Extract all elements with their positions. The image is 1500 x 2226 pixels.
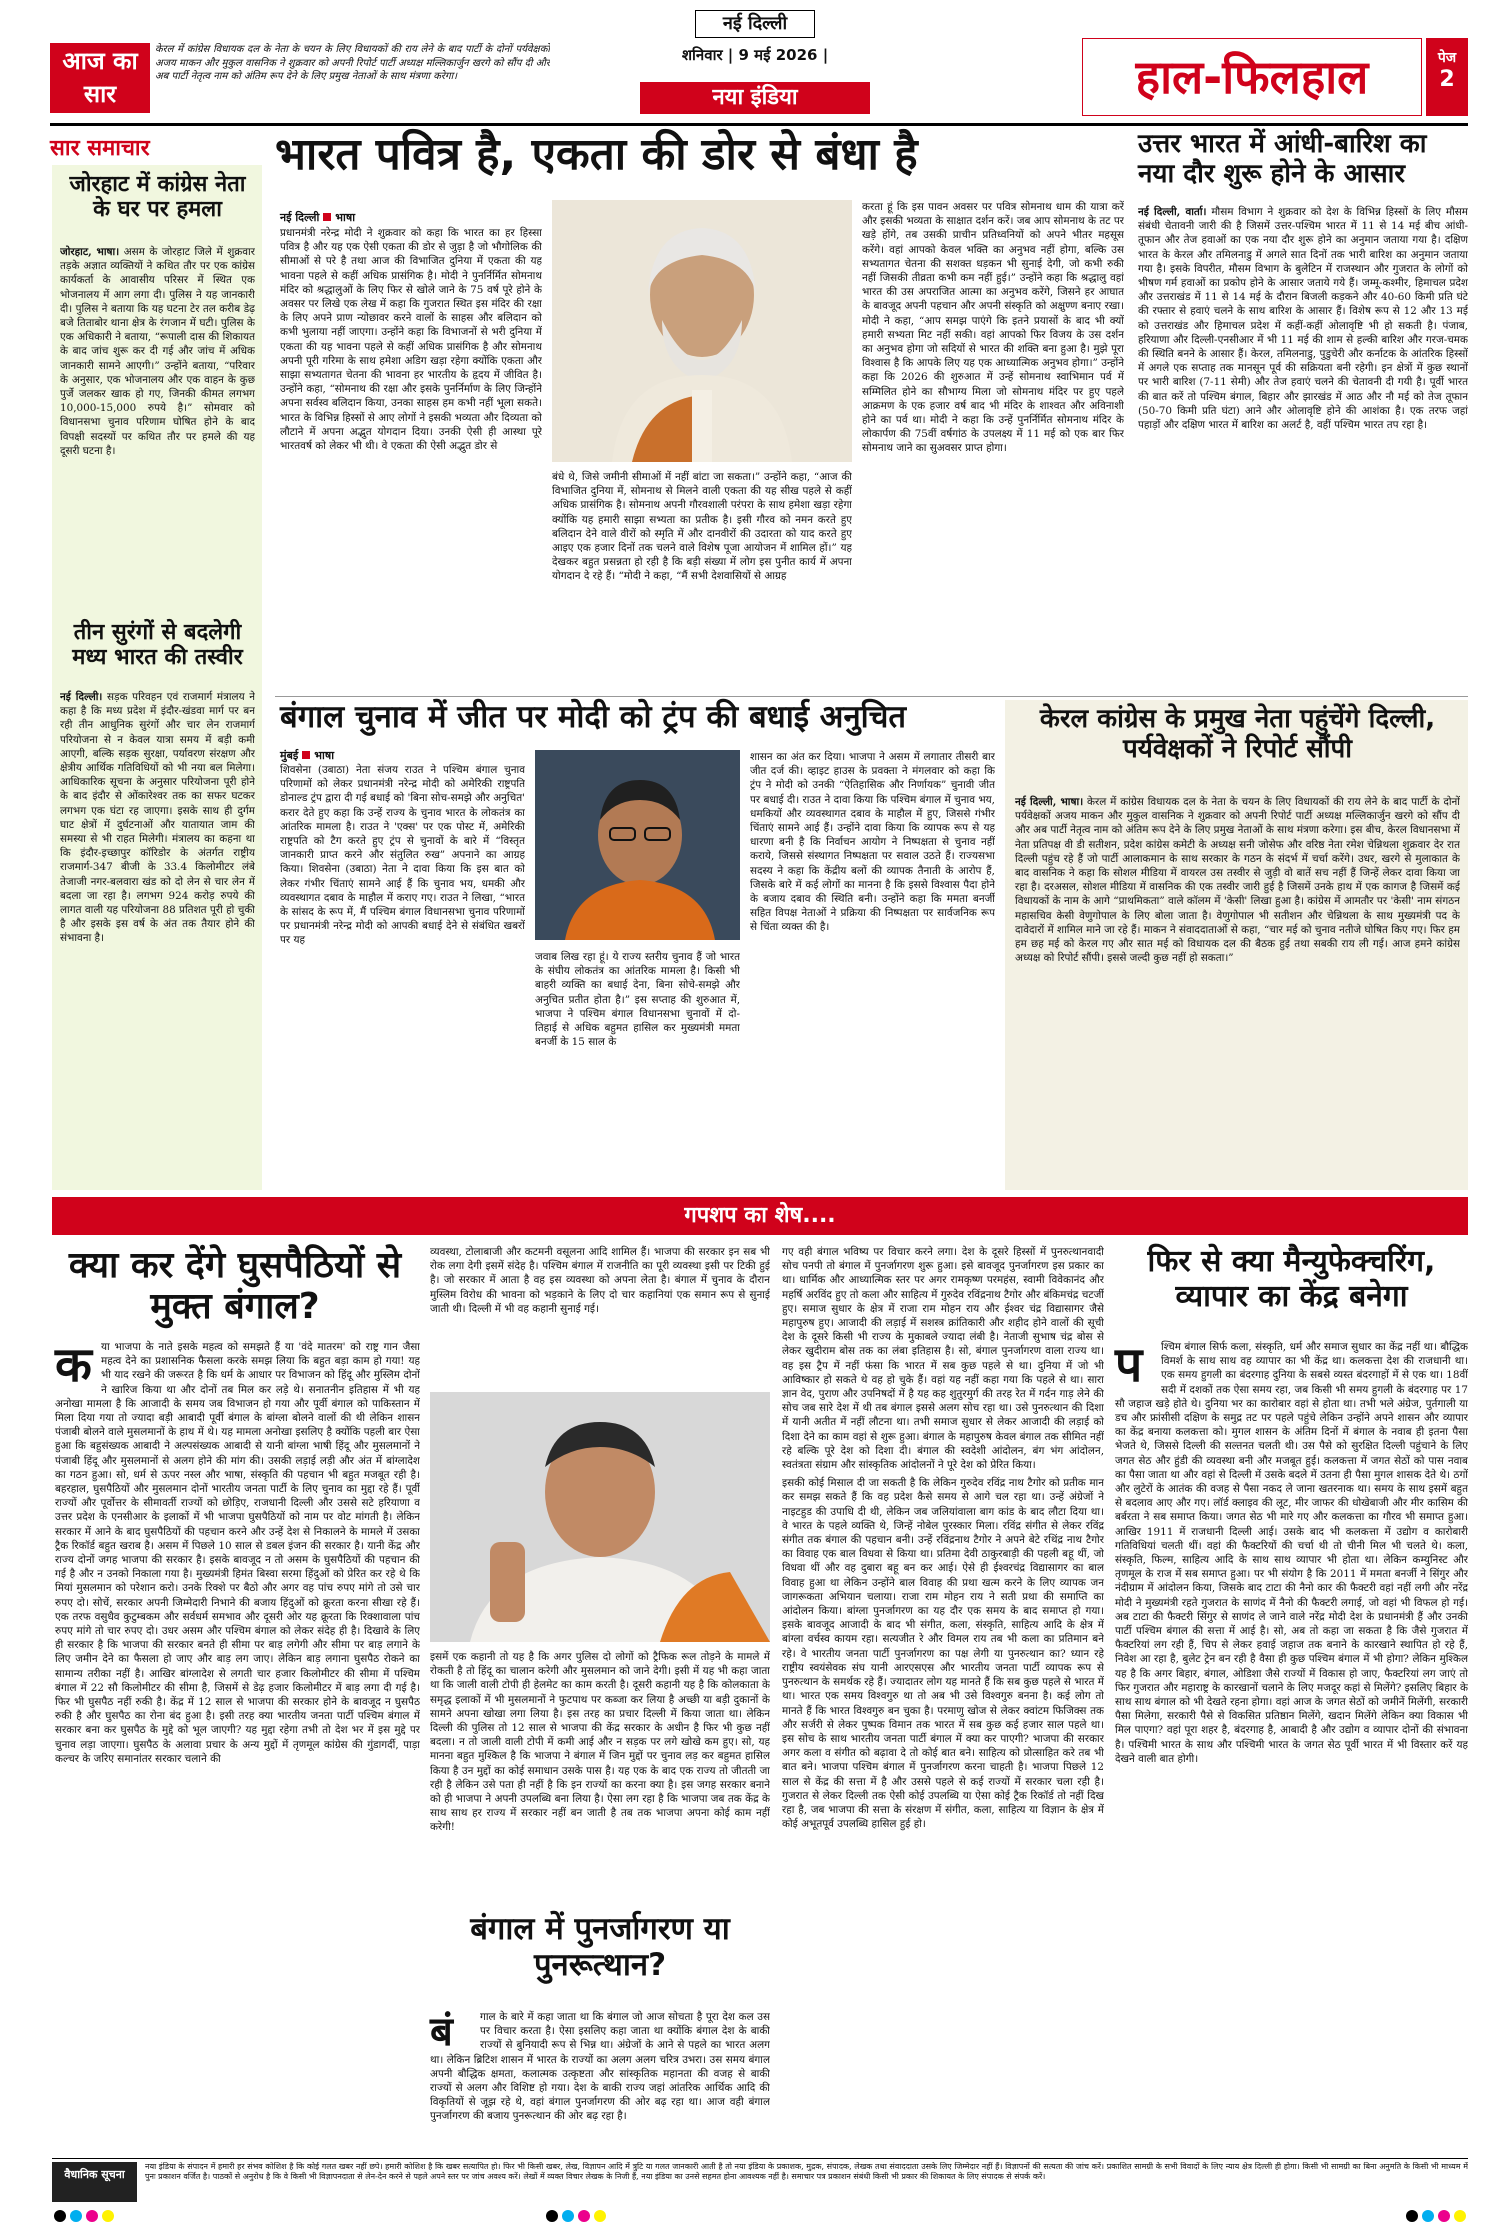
lead-col-2: बंधे थे, जिसे जमीनी सीमाओं में नहीं बांटा जा सकता।” उन्होंने कहा, “आज की विभाजित दुनिया में, सोमनाथ से मिलने वाली एकता की यह सीख पहले से कहीं अधिक प्रासंगिक है। सोमनाथ अपनी गौरवशाली परंपरा के साथ हमेशा खड़ा रहेगा क्योंकि यह हमारी साझा सभ्यता का प्रतीक है। इसी गौरव को नमन करते हुए बलिदान देने वाले वीरों को स्मृति में और दानवीरों की उदारता को याद करते हुए आइए एक हजार दिनों तक चलने वाले विशेष पूजा आयोजन में शामिल हों।” यह देखकर बहुत प्रसन्नता हो रही है कि बड़ी संख्या में लोग इस पुनीत कार्य में अपना योगदान दे रहे हैं। “मोदी ने कहा, “मैं सभी देशवासियों से आग्रह — [552, 471, 852, 583]
aaj-ka-saar-label: आज का सार — [62, 47, 138, 108]
footer-label: वैधानिक सूचना — [52, 2162, 137, 2202]
gapshap-photo — [430, 1392, 770, 1642]
portrait-icon — [552, 200, 852, 462]
portrait-icon — [535, 750, 740, 940]
bengal-col-2: जवाब लिख रहा हूं। ये राज्य स्तरीय चुनाव हैं जो भारत के संघीय लोकतंत्र का आंतरिक मामला है। किसी भी बाहरी व्यक्ति का बधाई देना, बिना सोचे-समझे और अनुचित प्रतीत होता है।” इस सप्ताह की शुरुआत में, भाजपा ने पश्चिम बंगाल विधानसभा चुनावों में दो-तिहाई से अधिक बहुमत हासिल कर मुख्यमंत्री ममता बनर्जी के 15 साल के — [535, 951, 740, 1049]
manufacturing-dropcap: प — [1115, 1337, 1143, 1393]
registration-dots-icon — [52, 2209, 1468, 2223]
weather-body: नई दिल्ली, वार्ता। मौसम विभाग ने शुक्रवार को देश के विभिन्न हिस्सों के लिए मौसम संबंधी चेतावनी जारी की है जिसमें उत्तर-पश्चिम भारत में 11 से 14 मई बीच आंधी-तूफान और तेज हवाओं का एक नया दौर शुरू होने का अनुमान जताया गया है। दक्षिण भारत के केरल और तमिलनाडु में अगले सात दिनों तक भारी बारिश का अनुमान जताया गया है। इसके विपरीत, मौसम विभाग के बुलेटिन में राजस्थान और गुजरात के लोगों को भीषण गर्म हवाओं का प्रकोप होने के आसार जताये गये हैं। जम्मू-कश्मीर, हिमाचल प्रदेश और उत्तराखंड में 11 से 14 मई के दौरान बिजली कड़कने और 40-60 किमी प्रति घंटे की रफ्तार से हवाएं चलने के साथ बारिश के आसार हैं। विशेष रूप से 12 और 13 मई को उत्तराखंड और हिमाचल प्रदेश में कहीं-कहीं ओलावृष्टि भी हो सकती है। पंजाब, हरियाणा और दिल्ली-एनसीआर में भी 11 मई की शाम से हल्की बारिश और गरज-चमक की स्थिति बनने के आसार हैं। केरल, तमिलनाडु, पुडुचेरी और कर्नाटक के आंतरिक हिस्सों में अगले एक सप्ताह तक मानसून पूर्व की सक्रियता बनी रहेगी। इन क्षेत्रों में कुछ स्थानों पर भारी बारिश (7-11 सेमी) और तेज हवाएं चलने की चेतावनी दी गयी है। पूर्वी भारत की बात करें तो पश्चिम बंगाल, बिहार और झारखंड में आठ और नौ मई को तेज तूफान (50-70 किमी प्रति घंटा) आने और ओलावृष्टि होने की आशंका है। एक तरफ जहां पहाड़ों और दक्षिण भारत में बारिश का अलर्ट है, वहीं पश्चिम भारत तप रहा है। — [1138, 206, 1468, 432]
divider-1 — [275, 696, 1468, 697]
page-label: पेज — [1437, 50, 1457, 66]
kerala-headline: केरल कांग्रेस के प्रमुख नेता पहुंचेंगे दिल्ली, पर्यवेक्षकों ने रिपोर्ट सौंपी — [1039, 704, 1436, 764]
lead-col-3: करता हूं कि इस पावन अवसर पर पवित्र सोमनाथ धाम की यात्रा करें और इसकी भव्यता के साक्षात दर्शन करें। जब आप सोमनाथ के तट पर खड़े होंगे, तब उसकी प्राचीन प्रतिध्वनियों को अपने भीतर महसूस करेंगे। वहां आपको केवल भक्ति का अनुभव नहीं होगा, बल्कि उस सभ्यतागत चेतना की सशक्त धड़कन भी सुनाई देगी, जो कभी रुकी नहीं जिसकी तीव्रता कभी कम नहीं हुई।” उन्होंने कहा कि श्रद्धालु वहां भारत की उस अपराजित आत्मा का अनुभव करेंगे, जिसने हर आघात के बावजूद अपनी पहचान और अपनी संस्कृति को अक्षुण्ण बनाए रखा। मोदी ने कहा, “आप समझ पाएंगे कि इतने प्रयासों के बाद भी क्यों हमारी सभ्यता मिट नहीं सकी। वहां आपको फिर विजय के उस दर्शन का अनुभव होगा जो सदियों से भारत की शक्ति बना हुआ है। मुझे पूरा विश्वास है कि आपके लिए यह एक आध्यात्मिक अनुभव होगा।” उन्होंने कहा कि 2026 की शुरुआत में उन्हें सोमनाथ स्वाभिमान पर्व में सम्मिलित होने का सौभाग्य मिला जो सोमनाथ मंदिर पर हुए पहले आक्रमण के एक हजार वर्ष बाद भी मंदिर के शाश्वत और अविनाशी होने का पर्व था। मोदी ने कहा कि उन्हें पुनर्निर्मित सोमनाथ मंदिर के लोकार्पण की 75वीं वर्षगांठ के उपलक्ष्य में 11 मई को एक बार फिर सोमनाथ जाने का सुअवसर प्राप्त होगा। — [862, 201, 1124, 455]
sidebar-headline-2: तीन सुरंगों से बदलेगी मध्य भारत की तस्वीर — [72, 620, 243, 671]
page-number: 2 — [1439, 67, 1455, 92]
manufacturing-body: श्चिम बंगाल सिर्फ कला, संस्कृति, धर्म और समाज सुधार का केंद्र नहीं था। बौद्धिक विमर्श के साथ साथ वह व्यापार का भी केंद्र था। कलकत्ता देश की राजधानी था। एक समय हुगली का बंदरगाह दुनिया के सबसे व्यस्त बंदरगाहों में से एक था। 18वीं सदी में दशकों तक ऐसा समय रहा, जब किसी भी समय हुगली के बंदरगाह पर 17 सौ जहाज खड़े होते थे। दुनिया भर का कारोबार वहां से होता था। तभी भले अंग्रेज, पुर्तगाली या डच और फ्रांसीसी दक्षिण के समुद्र तट पर पहले पहुंचे लेकिन उन्होंने अपने शासन और व्यापार का केंद्र बनाया कलकत्ता को। मुगल शासन के अंतिम दिनों में बंगाल के नवाब ही इतना पैसा भेजते थे, जिससे दिल्ली की सल्तनत चलती थी। उस पैसे को सुरक्षित दिल्ली पहुंचाने के लिए जगत सेठ और हुंडी की व्यवस्था बनी और मजबूत हुई। कलकत्ता में जगत सेठों को पास नवाब का पैसा जाता था और वहां से दिल्ली में उसके बदले में उतना ही पैसा मुगल शासक देते थे। ठगों और लुटेरों के आतंक की वजह से पैसा नकद ले जाना खतरनाक था। समय के साथ इसमें बहुत से बदलाव आए और गए। लॉर्ड क्लाइव की लूट, मीर जाफर की धोखेबाजी और मीर कासिम की बर्बरता ने सब समाप्त किया। जगत सेठ भी मारे गए और कलकत्ता का गौरव भी समाप्त हुआ। आखिर 1911 में राजधानी दिल्ली आई। उसके बाद भी कलकत्ता में उद्योग व कारोबारी गतिविधियां चलती थीं। वहां की फैक्टरियों की चर्चा थी तो चीनी मिल भी चलते थे। कला, संस्कृति, फिल्म, साहित्य आदि के साथ साथ व्यापार भी होता था। लेकिन कम्युनिस्ट और तृणमूल के राज में सब समाप्त हुआ। पर भी संयोग है कि 2011 में ममता बनर्जी ने सिंगुर और नंदीग्राम में आंदोलन किया, जिसके बाद टाटा की नैनो कार की फैक्टरी वहां नहीं लगी और नरेंद्र मोदी ने मुख्यमंत्री रहते गुजरात के साणंद में नैनो की फैक्टरी लगाई, जो वहां भी विफल हो गई। अब टाटा की फैक्टरी सिंगुर से साणंद ले जाने वाले नरेंद्र मोदी देश के प्रधानमंत्री हैं और उनकी पार्टी पश्चिम बंगाल की सत्ता में आई है। सो, अब तो कहा जा सकता है कि जैसे गुजरात में फैक्टरियां लग रही हैं, चिप से लेकर हवाई जहाज तक बनाने के कारखाने स्थापित हो रहे हैं, निवेश आ रहा है, बुलेट ट्रेन बन रही है वैसा ही कुछ पश्चिम बंगाल में भी होगा? लेकिन मुश्किल यह है कि अगर बिहार, बंगाल, ओडिशा जैसे राज्यों में विकास हो जाए, फैक्टरियां लग जाएं तो फिर गुजरात और महाराष्ट्र के कारखानों चलाने के लिए मजदूर कहां से मिलेंगे? इसलिए बिहार के साथ साथ बंगाल को भी देखते रहना होगा। वहां आज के जगत सेठों को जमीनें मिलेंगी, सरकारी पैसा मिलेगा, सरकारी पैसे से विकसित प्रतिष्ठान मिलेंगे, खदान मिलेंगे लेकिन क्या विकास भी मिल पाएगा? वहां पूरा शहर है, बंदरगाह है, आबादी है और उद्योग व व्यापार दोनों की संभावना है। पश्चिमी भारत के साथ और पश्चिमी भारत के जगत सेठ पूर्वी भारत में भी विस्तार करें यह देखने वाली बात होगी। — [1115, 1341, 1468, 1765]
kerala-body: नई दिल्ली, भाषा। केरल में कांग्रेस विधायक दल के नेता के चयन के लिए विधायकों की राय लेने के बाद पार्टी के दोनों पर्यवेक्षकों अजय माकन और मुकुल वासनिक ने शुक्रवार को अपनी रिपोर्ट पार्टी अध्यक्ष मल्लिकार्जुन खरगे को सौंप दी और अब पार्टी नेतृत्व नाम को अंतिम रूप देने के लिए प्रमुख नेताओं के साथ मंत्रणा करेगा। इस बीच, केरल विधानसभा में नेता प्रतिपक्ष वी डी सतीशन, प्रदेश कांग्रेस कमेटी के अध्यक्ष सनी जोसेफ और वरिष्ठ नेता रमेश चेन्निथला शुक्रवार देर रात दिल्ली पहुंच रहे हैं जो पार्टी आलाकमान के साथ सरकार के गठन के संदर्भ में चर्चा करेंगे। उधर, खरगे से मुलाकात के बाद वासनिक ने कहा कि सोशल मीडिया में वायरल उस तस्वीर से जुड़ी वो बातें सच नहीं हैं जिन्हें लेकर दावा किया जा रहा है। दरअसल, सोशल मीडिया में वासनिक की एक तस्वीर जारी हुई है जिसमें उनके हाथ में एक कागज है जिसमें कई विधायकों के नाम के आगे “प्राथमिकता” वाले कॉलम में 'केसी' लिखा हुआ है। कांग्रेस में आमतौर पर 'केसी' नाम संगठन महासचिव केसी वेणुगोपाल के लिए बोला जाता है। वेणुगोपाल भी सतीशन और चेन्निथला के साथ मुख्यमंत्री पद के दावेदारों में शामिल माने जा रहे हैं। माकन ने संवाददाताओं से कहा, “चार मई को चुनाव नतीजे घोषित किए गए। फिर हम हम छह मई को केरल गए और सात मई को विधायक दल की बैठक हुई तथा सबकी राय ली गई। आज हमने कांग्रेस अध्यक्ष को रिपोर्ट सौंपी। इससे जल्दी कुछ नहीं हो सकता।” — [1015, 796, 1460, 965]
city-label: नई दिल्ली — [695, 10, 815, 38]
gapshap-banner: गपशप का शेष.... — [52, 1197, 1468, 1235]
sidebar-story-1: जोरहाट, भाषा। असम के जोरहाट जिले में शुक्रवार तड़के अज्ञात व्यक्तियों ने कथित तौर पर एक कांग्रेस कार्यकर्ता के आवासीय परिसर में स्थित एक भोजनालय में आग लगा दी। पुलिस ने यह जानकारी दी। पुलिस ने बताया कि यह घटना टेर तल करीब डेढ़ बजे तिताबोर थाना क्षेत्र के रंगजान में घटी। पुलिस के एक अधिकारी ने बताया, “रूपाली दास की शिकायत के बाद जांच शुरू कर दी गई और जांच में अधिक जानकारी सामने आएगी।” उन्होंने बताया, “परिवार के अनुसार, एक भोजनालय और एक वाहन के कुछ पुर्जे जलकर खाक हो गए, जिनकी कीमत लगभग 10,000-15,000 रुपये है।” सोमवार को विधानसभा चुनाव परिणाम घोषित होने के बाद विपक्षी सदस्यों पर कथित तौर पर हमले की यह दूसरी घटना है। — [60, 246, 255, 457]
footer-text: नया इंडिया के संपादन में हमारी हर संभव कोशिश है कि कोई गलत खबर नहीं छपे। हमारी कोशिश है कि खबर सत्यापित हो। फिर भी किसी खबर, लेख, विज्ञापन आदि में त्रुटि या गलत जानकारी आती है तो नया इंडिया के प्रकाशक, मुद्रक, संपादक, लेखक तथा संवाददाता उसके लिए जिम्मेदार नहीं हैं। विज्ञापनों की सत्यता की जांच करें। प्रकाशित सामग्री के सभी विवादों के लिए न्याय क्षेत्र दिल्ली ही होगा। किसी भी सामग्री का बिना अनुमति के किसी भी माध्यम में पुनः प्रकाशन वर्जित है। पाठकों से अनुरोध है कि वे किसी भी विज्ञापनदाता से लेन-देन करने से पहले अपने स्तर पर जांच अवश्य करें। लेखों में व्यक्त विचार लेखक के निजी हैं, नया इंडिया का उनसे सहमत होना आवश्यक नहीं है। समाचार पत्र प्रकाशन संबंधी किसी भी प्रकार की शिकायत के लिए संपादक से संपर्क करें। — [145, 2162, 1468, 2181]
paper-name: नया इंडिया — [640, 82, 870, 114]
manufacturing-headline: फिर से क्या मैन्युफेक्चरिंग, व्यापार का केंद्र बनेगा — [1147, 1244, 1436, 1314]
sidebar-headline-1: जोरहाट में कांग्रेस नेता के घर पर हमला — [69, 172, 246, 223]
bengal-col-1: शिवसेना (उबाठा) नेता संजय राउत ने पश्चिम बंगाल चुनाव परिणामों को लेकर प्रधानमंत्री नरेन्द्र मोदी को अमेरिकी राष्ट्रपति डोनाल्ड ट्रंप द्वारा दी गई बधाई को 'बिना सोच-समझे और अनुचित' करार देते हुए कहा कि उन्हें राज्य के चुनाव भारत के लोकतंत्र का आंतरिक मामला है। राउत ने 'एक्स' पर एक पोस्ट में, अमेरिकी राष्ट्रपति को टैग करते हुए ट्रंप से चुनावों के बारे में “विस्तृत जानकारी प्राप्त करने और संतुलित रुख” अपनाने का आग्रह किया। शिवसेना (उबाठा) नेता ने दावा किया कि इस बात को लेकर गंभीर चिंताएं सामने आई हैं कि चुनाव भय, धमकी और व्यवस्थागत दबाव के माहौल में कराए गए। राउत ने लिखा, “भारत के सांसद के रूप में, मैं पश्चिम बंगाल विधानसभा चुनाव परिणामों पर प्रधानमंत्री नरेन्द्र मोदी को आपकी बधाई देने से संबंधित खबरों पर यह — [280, 764, 525, 947]
weather-headline: उत्तर भारत में आंधी-बारिश का नया दौर शुरू होने के आसार — [1138, 129, 1427, 189]
renaissance-col-3: गए वही बंगाल भविष्य पर विचार करने लगा। देश के दूसरे हिस्सों में पुनरुत्थानवादी सोच पनपी तो बंगाल में पुनर्जागरण शुरू हुआ। इसे बावजूद पुनर्जागरण इस प्रकार का था। धार्मिक और आध्यात्मिक स्तर पर अगर रामकृष्ण परमहंस, स्वामी विवेकानंद और महर्षि अरविंद हुए तो कला और साहित्य में गुरुदेव रविंद्रनाथ टैगोर और बंकिमचंद्र चटर्जी हुए। समाज सुधार के क्षेत्र में राजा राम मोहन राय और ईश्वर चंद्र विद्यासागर जैसे महापुरुष हुए। आजादी की लड़ाई में सशस्त्र क्रांतिकारी और शहीद होने वालों की सूची देश के दूसरे किसी भी राज्य के मुकाबले ज्यादा लंबी है। नेताजी सुभाष चंद्र बोस से लेकर खुदीराम बोस तक का लंबा इतिहास है। सो, बंगाल पुनर्जागरण वाला राज्य था। वह इस ट्रैप में नहीं फंसा कि भारत में सब कुछ पहले से था। दुनिया में जो भी आविष्कार हो सकते थे वह हो चुके हैं। वहां यह नहीं कहा गया कि पहले से था। सारा ज्ञान वेद, पुराण और उपनिषदों में है यह कह शुतुरमुर्ग की तरह रेत में गर्दन गाड़ लेने की सोच जब सारे देश में थी तब बंगाल इससे अलग सोच रहा था। उसे पुनरुत्थान की दिशा में यानी अतीत में नहीं लौटना था। तभी समाज सुधार से लेकर आजादी की लड़ाई को दिशा देने का काम वहां से शुरू हुआ। बंगाल के महापुरुष केवल बंगाल तक सीमित नहीं रहे बल्कि पूरे देश को दिशा दी। बंगाल की स्वदेशी आंदोलन, बंग भंग आंदोलन, स्वतंत्रता संग्राम और सांस्कृतिक आंदोलनों ने पूरे देश को प्रेरित किया। इसकी कोई मिसाल दी जा सकती है कि लेकिन गुरुदेव रविंद्र नाथ टैगोर को प्रतीक मान कर समझ सकते हैं कि वह प्रदेश कैसे समय से आगे चल रहा था। उन्हें अंग्रेजों ने नाइटहुड की उपाधि दी थी, लेकिन जब जलियांवाला बाग कांड के बाद लौटा दिया था। वे भारत के पहले व्यक्ति थे, जिन्हें नोबेल पुरस्कार मिला। रविंद्र संगीत से लेकर रविंद्र संगीत तक बंगाल की पहचान बनी। उन्हें रविंद्रनाथ टैगोर ने अपने बेटे रथिंद्र नाथ टैगोर का विवाह एक बाल विधवा से किया था। प्रतिमा देवी ठाकुरबाड़ी की पहली बहू थीं, जो विधवा थीं और वह दुबारा बहू बन कर आई। ऐसे ही ईश्वरचंद्र विद्यासागर का बाल विवाह हुआ था लेकिन उन्होंने बाल विवाह की प्रथा खत्म करने के लिए व्यापक जन जागरूकता अभियान चलाया। राजा राम मोहन राय ने सती प्रथा की समाप्ति का आंदोलन किया। बांग्ला पुनर्जागरण का यह दौर एक समय के बाद समाप्त हो गया। इसके बावजूद आजादी के बाद भी संगीत, कला, संस्कृति, साहित्य आदि के क्षेत्र में बांग्ला वर्चस्व कायम रहा। सत्यजीत रे और विमल राय तब भी कला का प्रतिमान बने रहे। वे भारतीय जनता पार्टी पुनर्जागरण का पक्ष लेगी या पुनरुत्थान का? ध्यान रहे राष्ट्रीय स्वयंसेवक संघ यानी आरएसएस और भारतीय जनता पार्टी व्यापक रूप से पुनरुत्थान के समर्थक रहे हैं। ज्यादातर लोग यह मानते हैं कि सब कुछ पहले से भारत में था। भारत एक समय विश्वगुरु था तो अब भी उसे विश्वगुरु बनना है। कई लोग तो मानते हैं कि भारत विश्वगुरु बन चुका है। परमाणु खोज से लेकर क्वांटम फिजिक्स तक और सर्जरी से लेकर पुष्पक विमान तक भारत में सब कुछ कई हजार साल पहले था। इस सोच के साथ भारतीय जनता पार्टी बंगाल में क्या कर पाएगी? भाजपा की सरकार अगर कला व संगीत को बढ़ावा दे तो कोई बात बने। साहित्य को प्रोत्साहित करे तब भी बात बने। भाजपा पश्चिम बंगाल में पुनर्जागरण करना चाहती है। भाजपा पिछले 12 साल से केंद्र की सत्ता में है और उससे पहले से कई राज्यों में सरकार चला रही है। गुजरात से लेकर दिल्ली तक ऐसी कोई उपलब्धि या ऐसा कोई ट्रैक रिकॉर्ड तो नहीं दिख रहा है, जब भाजपा की सत्ता के संरक्षण में संगीत, कला, साहित्य या विज्ञान के क्षेत्र में कोई अभूतपूर्व उपलब्धि हासिल हुई हो। — [782, 1246, 1104, 1831]
infiltrator-col-2-bottom: इसमें एक कहानी तो यह है कि अगर पुलिस दो लोगों को ट्रैफिक रूल तोड़ने के मामले में रोकती है तो हिंदू का चालान करेगी और मुसलमान को जाने देगी। इसी में यह भी कहा जाता था कि जाली वाली टोपी ही हेलमेट का काम करती है। दूसरी कहानी यह है कि कोलकाता के समृद्ध इलाकों में भी मुसलमानों ने फुटपाथ पर कब्जा कर लिया है अच्छी या बड़ी दुकानों के सामने अपना खोखा लगा लिया है। इस तरह का प्रचार दिल्ली में किया जाता था। लेकिन दिल्ली की पुलिस तो 12 साल से भाजपा की केंद्र सरकार के अधीन है फिर भी कुछ नहीं बदला। न तो जाली वाली टोपी में कमी आई और न सड़क पर लगे खोखे कम हुए। सो, यह मानना बहुत मुश्किल है कि भाजपा ने बंगाल में जिन मुद्दों पर चुनाव लड़ कर बहुमत हासिल किया है उन मुद्दों का कोई समाधान उसके पास है। यह एक के बाद एक राज्य तो जीतती जा रही है लेकिन उसे पता ही नहीं है कि इन राज्यों का करना क्या है। इस जगह सरकार बनाने को ही भाजपा ने अपनी उपलब्धि बना लिया है। ऐसा लग रहा है कि भाजपा जब तक केंद्र के साथ साथ हर राज्य में सरकार नहीं बन जाती है तब तक भाजपा अपना कोई काम नहीं करेगी! — [430, 1651, 770, 1834]
bengal-byline: मुंबई भाषा — [280, 749, 335, 762]
lead-headline: भारत पवित्र है, एकता की डोर से बंधा है — [275, 129, 918, 180]
aaj-ka-saar-box — [50, 43, 150, 113]
infiltrator-col-1: या भाजपा के नाते इसके महत्व को समझते हैं या 'वंदे मातरम' को राष्ट्र गान जैसा महत्व देने का प्रशासनिक फैसला करके समझ लिया कि बहुत बड़ा काम हो गया! यह भी याद रखने की जरूरत है कि धर्म के आधार पर विभाजन को हिंदू और मुस्लिम दोनों ने खारिज किया था और दोनों तब मिल कर लड़े थे। सनातनीन इतिहास में भी यह अनोखा मामला है कि आजादी के समय जब विभाजन हो गया और पूर्वी बंगाल को पाकिस्तान में मिला दिया गया तो ज्यादा बड़ी आबादी पूर्वी बंगाल के बांग्ला बोलने वालों की थी लेकिन शासन पंजाबी बोलने वाले मुसलमानों के हाथ में थे। यह मामला अनोखा इसलिए है क्योंकि पहली बार ऐसा हुआ कि बहुसंख्यक आबादी ने अल्पसंख्यक आबादी से यानी बांग्ला भाषी हिंदू और मुसलमानों ने पंजाबी हिंदू और मुसलमानों से अलग होने की मांग की। उसकी लड़ाई लड़ी और अंत में बांग्लादेश का गठन हुआ। सो, धर्म से ऊपर नस्ल और भाषा, संस्कृति की पहचान भी बहुत मजबूत रही है। बहरहाल, घुसपैठियों और मुसलमान दोनों भारतीय जनता पार्टी के लिए चुनाव का मुद्दा रहे हैं। पूर्वी राज्यों और पूर्वोत्तर के सीमावर्ती राज्यों को छोड़िए, राजधानी दिल्ली और उससे सटे हरियाणा व उत्तर प्रदेश के एनसीआर के इलाकों में भी भाजपा घुसपैठियों को नाम पर वोट मांगती है। लेकिन सरकार में आने के बाद घुसपैठियों की पहचान करने और उन्हें देश से निकालने के मामले में उसका ट्रैक रिकॉर्ड बहुत खराब है। असम में पिछले 10 साल से डबल इंजन की सरकार है। यानी केंद्र और राज्य दोनों जगह भाजपा की सरकार है। इसके बावजूद न तो असम के घुसपैठियों की पहचान की गई है और न उनको निकाला गया है। मुख्यमंत्री हिमंत बिस्वा सरमा हिंदुओं को प्रेरित कर रहे थे कि मियां मुसलमान को परेशान करो। उनके रिक्शे पर बैठो और अगर वह पांच रुपए मांगे तो उसे चार रुपए दो। सोचें, सरकार अपनी जिम्मेदारी निभाने की बजाय हिंदुओं को क्रूरता करना सीखा रहे हैं। एक तरफ वसुधैव कुटुम्बकम और सर्वधर्म समभाव और दूसरी ओर यह क्रूरता कि रिक्शावाला पांच रुपए मांगे तो चार रुपए दो। उधर असम और पश्चिम बंगाल को लेकर संदेह ही है। दिखावे के लिए ही सरकार है कि भाजपा की सरकार बनते ही सीमा पर बाड़ लगेगी और सीमा पर बाड़ लगाने के लिए जमीन देने का फैसला हो जाए और बाड़ लग जाए। लेकिन बाड़ लगाना घुसपैठ रोकने का सामान्य तरीका नहीं है। आखिर बांग्लादेश से लगती चार हजार किलोमीटर की सीमा में पश्चिम बंगाल में 22 सौ किलोमीटर की सीमा है, जिसमें से डेढ़ हजार किलोमीटर में बाड़ लगा दी गई है। फिर भी घुसपैठ नहीं रुकी है। केंद्र में 12 साल से भाजपा की सरकार होने के बावजूद न घुसपैठ रुकी है और घुसपैठ का रोना बंद हुआ है। इसी तरह क्या भारतीय जनता पार्टी पश्चिम बंगाल में सरकार बना कर घुसपैठ के मुद्दे को भूल जाएगी? यह मुद्दा रहेगा तभी तो देश भर में इस मुद्दे पर चुनाव लड़ा जाएगा। घुसपैठ के अलावा प्रचार के अन्य मुद्दों में तृणमूल कांग्रेस की गुंडागर्दी, पाड़ा कल्चर के जरिए समानांतर सरकार चलाने की — [55, 1341, 420, 1765]
infiltrator-col-2-top: व्यवस्था, टोलाबाजी और कटमनी वसूलना आदि शामिल हैं। भाजपा की सरकार इन सब भी रोक लगा देगी इसमें संदेह है। पश्चिम बंगाल में राजनीति का पूरी व्यवस्था इसी पर टिकी हुई है। जो सरकार में आता है वह इस व्यवस्था को अपना लेता है। बंगाल में चुनाव के दौरान मुस्लिम विरोध की भावना को भड़काने के लिए दो चार कहानियां एक समान रूप से सुनाई जाती थी। दिल्ली में भी वह कहानी सुनाई गई। — [430, 1246, 770, 1315]
bengal-photo — [535, 750, 740, 940]
renaissance-headline: बंगाल में पुनर्जागरण या पुनरूत्थान? — [470, 1911, 730, 1983]
renaissance-dropcap: बं — [430, 2009, 453, 2055]
page-number-box — [1426, 38, 1468, 116]
sidebar-story-2: नई दिल्ली। सड़क परिवहन एवं राजमार्ग मंत्रालय ने कहा है कि मध्य प्रदेश में इंदौर-खंडवा मार्ग पर बन रही तीन आधुनिक सुरंगों और चार लेन राजमार्ग परियोजना से न केवल यात्रा समय में बड़ी कमी आएगी, बल्कि सड़क सुरक्षा, पर्यावरण संरक्षण और क्षेत्रीय आर्थिक गतिविधियों को भी नया बल मिलेगा। आधिकारिक सूचना के अनुसार परियोजना पूरी होने के बाद इंदौर से ओंकारेश्वर तक का सफर घटकर लगभग एक घंटा रह जाएगा। इसके साथ ही दुर्गम घाट क्षेत्रों में दुर्घटनाओं और यातायात जाम की समस्या से भी राहत मिलेगी। मंत्रालय का कहना था कि इंदौर-इच्छापुर कॉरिडोर के अंतर्गत राष्ट्रीय राजमार्ग-347 बीजी के 33.4 किलोमीटर लंबे तेजाजी नगर-बलवारा खंड को दो लेन से चार लेन में बदला जा रहा है। लगभग 924 करोड़ रुपये की लागत वाली यह परियोजना 88 प्रतिशत पूरी हो चुकी है और इसके इस वर्ष के अंत तक तैयार होने की संभावना है। — [60, 691, 255, 945]
section-title: हाल-फिलहाल — [1082, 38, 1422, 116]
portrait-icon — [430, 1392, 770, 1642]
infiltrator-dropcap: क — [55, 1337, 92, 1393]
lead-byline: नई दिल्ली भाषा — [280, 211, 356, 224]
renaissance-col-2: गाल के बारे में कहा जाता था कि बंगाल जो आज सोचता है पूरा देश कल उस पर विचार करता है। ऐसा इसलिए कहा जाता था क्योंकि बंगाल देश के बाकी राज्यों से बुनियादी रूप से भिन्न था। अंग्रेजों के आने से पहले का भारत अलग था। लेकिन ब्रिटिश शासन में भारत के राज्यों का अलग अलग चरित्र उभरा। उस समय बंगाल अपनी बौद्धिक क्षमता, कलात्मक उत्कृष्टता और सांस्कृतिक महानता की वजह से बाकी राज्यों से अलग और विशिष्ट हो गया। देश के बाकी राज्य जहां आंतरिक आर्थिक आदि की विकृतियों से जूझ रहे थे, वहां बंगाल पुनर्जागरण की ओर बढ़ रहा था। आज वही बंगाल पुनर्जागरण की बजाय पुनरूत्थान की ओर बढ़ रहा है। — [430, 2011, 770, 2123]
bengal-headline: बंगाल चुनाव में जीत पर मोदी को ट्रंप की बधाई अनुचित — [280, 699, 907, 735]
bengal-col-3: शासन का अंत कर दिया। भाजपा ने असम में लगातार तीसरी बार जीत दर्ज की। व्हाइट हाउस के प्रवक्ता ने मंगलवार को कहा कि ट्रंप ने मोदी को उनकी “ऐतिहासिक और निर्णायक” चुनावी जीत पर बधाई दी। राउत ने दावा किया कि पश्चिम बंगाल में चुनाव भय, धमकियों और व्यवस्थागत दबाव के माहौल में हुए, जिससे गंभीर चिंताएं सामने आई हैं। उन्होंने दावा किया कि व्यापक रूप से यह धारणा बनी है कि निर्वाचन आयोग ने निष्पक्षता से चुनाव नहीं कराये, जिससे संस्थागत निष्पक्षता पर सवाल उठते हैं। राज्यसभा सदस्य ने कहा कि केंद्रीय बलों की व्यापक तैनाती के आरोप हैं, जिसके बारे में कई लोगों का मानना है कि इससे विश्वास पैदा होने के बजाय दबाव की स्थिति बनी। उन्होंने कहा कि ममता बनर्जी सहित विपक्ष नेताओं ने प्रक्रिया की निष्पक्षता पर सार्वजनिक रूप से चिंता व्यक्त की है। — [750, 751, 995, 934]
infiltrator-headline: क्या कर देंगे घुसपैठियों से मुक्त बंगाल? — [68, 1245, 402, 1328]
footer-divider — [52, 2158, 1468, 2159]
lead-photo — [552, 200, 852, 462]
masthead-divider — [50, 123, 1468, 126]
date-label: शनिवार | 9 मई 2026 | — [681, 46, 829, 64]
registration-marks — [52, 2208, 1468, 2222]
saar-samachar-label: सार समाचार — [50, 136, 150, 161]
aaj-ka-saar-text: केरल में कांग्रेस विधायक दल के नेता के चयन के लिए विधायकों की राय लेने के बाद पार्टी के दोनों पर्यवेक्षकों अजय माकन और मुकुल वासनिक ने शुक्रवार को अपनी रिपोर्ट पार्टी अध्यक्ष मल्लिकार्जुन खरगे को सौंप दी और अब पार्टी नेतृत्व नाम को अंतिम रूप देने के लिए प्रमुख नेताओं के साथ मंत्रणा करेगा। — [155, 44, 550, 82]
lead-col-1: प्रधानमंत्री नरेन्द्र मोदी ने शुक्रवार को कहा कि भारत का हर हिस्सा पवित्र है और यह एक ऐसी एकता की डोर से जुड़ा है जो भौगोलिक की सीमाओं से परे है तथा आज की विभाजित दुनिया में एकता की यह भावना पहले से कहीं अधिक प्रासंगिक है। मोदी ने पुनर्निर्मित सोमनाथ मंदिर को श्रद्धालुओं के लिए फिर से खोले जाने के 75 वर्ष पूरे होने के अवसर पर लिखे एक लेख में कहा कि गुजरात स्थित इस मंदिर की रक्षा के लिए अपने प्राण न्योछावर करने वालों के साहस और बलिदान को कभी भुलाया नहीं जाएगा। उन्होंने कहा कि विभाजनों से भरी दुनिया में एकता की यह भावना पहले से कहीं अधिक प्रासंगिक है और सोमनाथ अपनी पूरी गरिमा के साथ हमेशा अडिग खड़ा रहेगा क्योंकि एकता और साझा सभ्यतागत चेतना की भावना हर भारतीय के हृदय में जीवित है। उन्होंने कहा, “सोमनाथ की रक्षा और इसके पुनर्निर्माण के लिए जिन्होंने अपना सर्वस्व बलिदान किया, उनका साहस हम कभी नहीं भूला सकते। भारत के विभिन्न हिस्सों से आए लोगों ने इसकी भव्यता और दिव्यता को लौटाने में अपना अद्भुत योगदान दिया। उनकी ऐसी ही आस्था पूरे भारतवर्ष को लेकर भी थी। वे एकता की ऐसी अद्भुत डोर से — [280, 227, 542, 453]
